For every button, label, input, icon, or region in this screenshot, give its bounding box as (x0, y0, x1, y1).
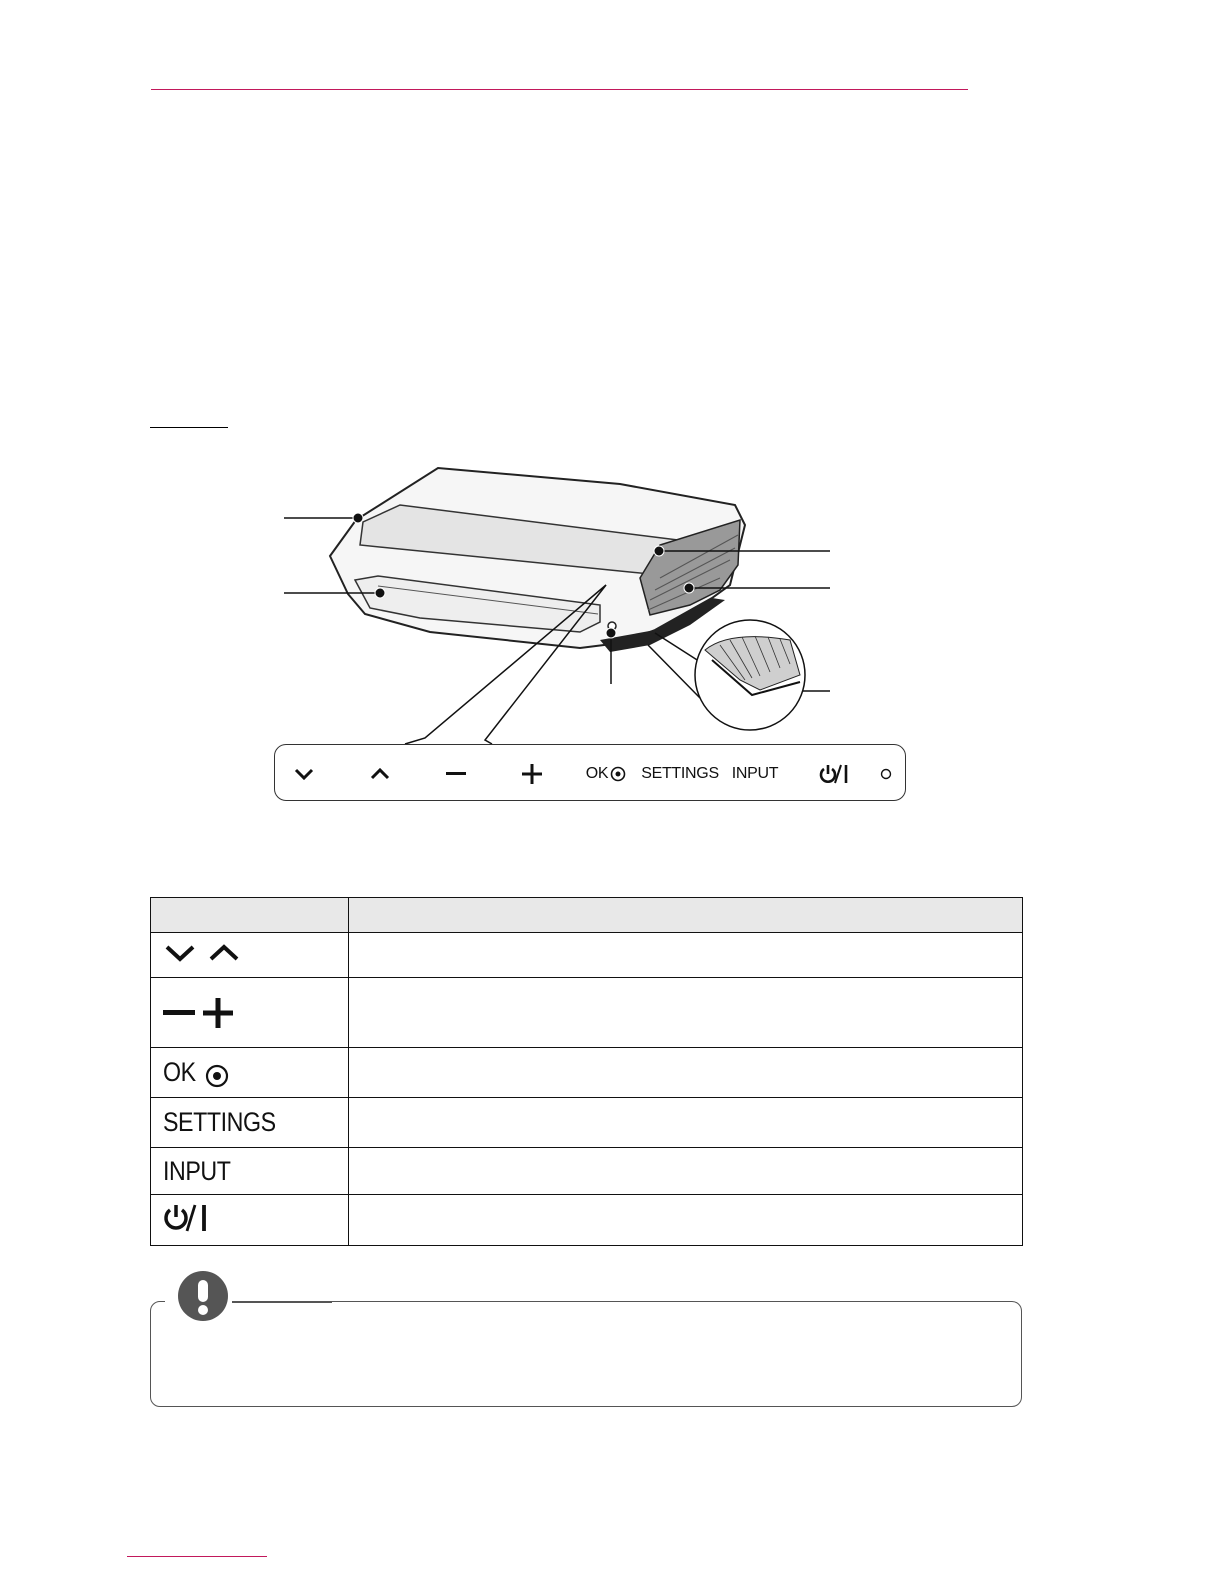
exclamation-icon (178, 1271, 228, 1321)
chevron-down-icon (294, 768, 314, 780)
note-title-rule (232, 1301, 332, 1303)
table-header-key (151, 898, 349, 933)
table-row (151, 1098, 1023, 1148)
note-badge (178, 1271, 228, 1321)
table-key-cell (151, 1148, 349, 1195)
input-label: INPUT (731, 764, 779, 782)
control-button-panel (274, 744, 906, 801)
table-description-cell (349, 1098, 1023, 1148)
chevron-down-icon (163, 943, 197, 963)
plus-icon (522, 764, 542, 784)
minus-button[interactable] (441, 745, 471, 802)
footer-rule (127, 1556, 267, 1557)
minus-icon (446, 772, 466, 776)
table-key-cell (151, 1048, 349, 1098)
chevron-up-icon (370, 768, 390, 780)
table-row (151, 1048, 1023, 1098)
settings-button[interactable] (643, 745, 717, 802)
minus-icon (163, 1010, 195, 1016)
table-key-cell (151, 1098, 349, 1148)
section-underline (150, 427, 228, 428)
table-row (151, 933, 1023, 978)
table-row (151, 978, 1023, 1048)
ok-circle-icon (205, 1064, 229, 1088)
header-rule (151, 89, 968, 90)
table-row (151, 1195, 1023, 1246)
input-key-label: INPUT (163, 1155, 231, 1186)
table-header-row (151, 898, 1023, 933)
button-function-table (150, 897, 1023, 1246)
down-button[interactable] (289, 745, 319, 802)
table-description-cell (349, 978, 1023, 1048)
input-button[interactable] (729, 745, 781, 802)
table-header-description (349, 898, 1023, 933)
up-button[interactable] (365, 745, 395, 802)
table-description-cell (349, 1048, 1023, 1098)
settings-key-label: SETTINGS (163, 1107, 276, 1137)
table-row (151, 1148, 1023, 1195)
indicator-circle-icon (880, 768, 892, 780)
settings-label: SETTINGS (641, 764, 719, 782)
ok-key-label: OK (163, 1056, 196, 1087)
table-key-cell (151, 933, 349, 978)
table-description-cell (349, 933, 1023, 978)
plus-button[interactable] (517, 745, 547, 802)
chevron-up-icon (207, 943, 241, 963)
power-icon (163, 1203, 211, 1233)
note-box (150, 1301, 1022, 1407)
power-indicator (875, 745, 897, 802)
power-button[interactable] (815, 745, 855, 802)
power-icon (819, 764, 851, 784)
table-description-cell (349, 1148, 1023, 1195)
ok-button[interactable] (579, 745, 633, 802)
projector-illustration (270, 455, 870, 755)
plus-icon (203, 998, 233, 1028)
ok-label: OK (585, 764, 609, 782)
table-description-cell (349, 1195, 1023, 1246)
table-key-cell (151, 1195, 349, 1246)
ok-circle-icon (610, 766, 626, 782)
table-key-cell (151, 978, 349, 1048)
